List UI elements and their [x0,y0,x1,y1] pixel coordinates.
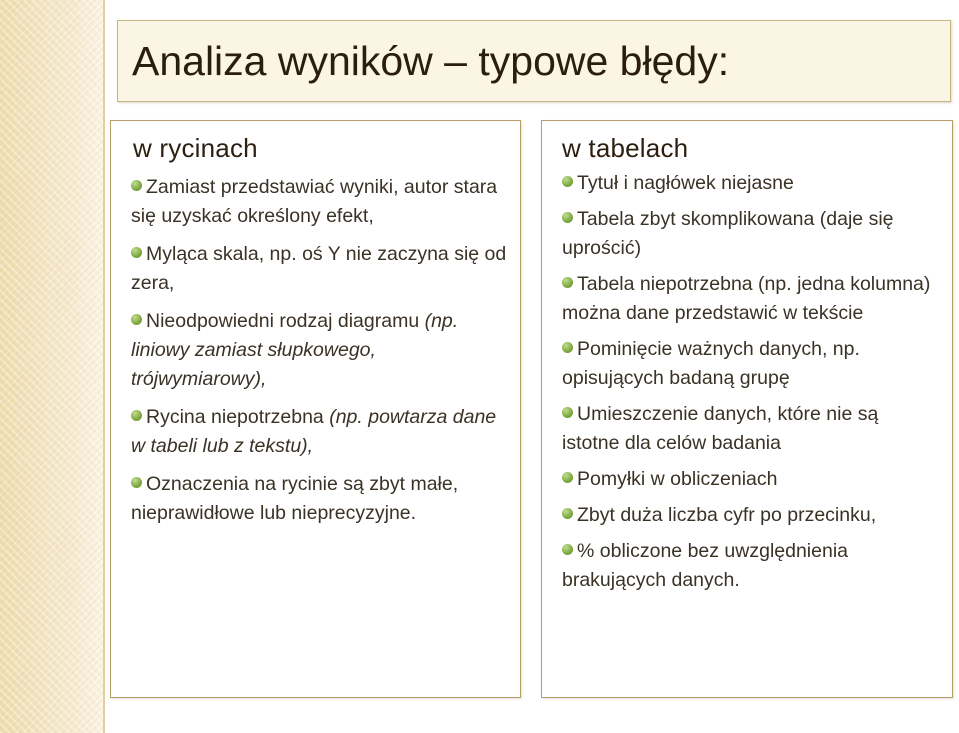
list-item [131,240,510,298]
figures-errors-panel [110,120,521,698]
bullet-icon [562,176,573,187]
bullet-icon [562,277,573,288]
list-item [562,169,940,198]
bullet-icon [562,342,573,353]
list-item [562,537,940,595]
tables-error-list [562,169,940,595]
item-text: Umieszczenie danych, które nie są istotne dla celów badania [562,403,879,454]
list-item [562,501,940,530]
figures-heading: w rycinach [133,133,258,163]
bullet-icon [562,544,573,555]
item-text: Rycina niepotrzebna [146,406,324,428]
item-text: Nieodpowiedni rodzaj diagramu [146,310,420,332]
list-item [562,270,940,328]
item-text: Tabela niepotrzebna (np. jedna kolumna) można dane przedstawić w tekście [562,273,931,324]
list-item [562,400,940,458]
list-item [562,465,940,494]
item-text: Zbyt duża liczba cyfr po przecinku, [577,504,877,526]
bullet-icon [131,247,142,258]
figures-error-list [131,173,510,528]
bullet-icon [131,314,142,325]
item-text: Oznaczenia na rycinie są zbyt małe, nieprawidłowe lub nieprecyzyjne. [131,473,459,524]
bullet-icon [562,472,573,483]
bullet-icon [562,212,573,223]
item-text: Myląca skala, np. oś Y nie zaczyna się od zera, [131,243,507,294]
bullet-icon [131,410,142,421]
item-text: Zamiast przedstawiać wyniki, autor stara się uzyskać określony efekt, [131,176,498,227]
list-item [131,173,510,231]
item-example-note: (np. liniowy zamiast słupkowego, trójwymiarowy), [131,310,459,390]
item-text: Tabela zbyt skomplikowana (daje się uprościć) [562,208,894,259]
list-item [131,307,510,394]
item-text: Pomyłki w obliczeniach [577,468,778,490]
list-item [562,205,940,263]
item-text: % obliczone bez uwzględnienia brakujących danych. [562,540,849,591]
bullet-icon [562,407,573,418]
tables-errors-panel [541,120,953,698]
list-item [131,403,510,461]
item-text: Tytuł i nagłówek niejasne [577,172,794,194]
item-example-note: (np. powtarza dane w tabeli lub z tekstu), [131,406,497,457]
bullet-icon [131,180,142,191]
tables-heading: w tabelach [562,133,689,163]
list-item [562,335,940,393]
list-item [131,470,510,528]
bullet-icon [131,477,142,488]
item-text: Pominięcie ważnych danych, np. opisujących badaną grupę [562,338,860,389]
bullet-icon [562,508,573,519]
decorative-side-strip [0,0,105,733]
page-title: Analiza wyników – typowe błędy: [117,20,951,102]
